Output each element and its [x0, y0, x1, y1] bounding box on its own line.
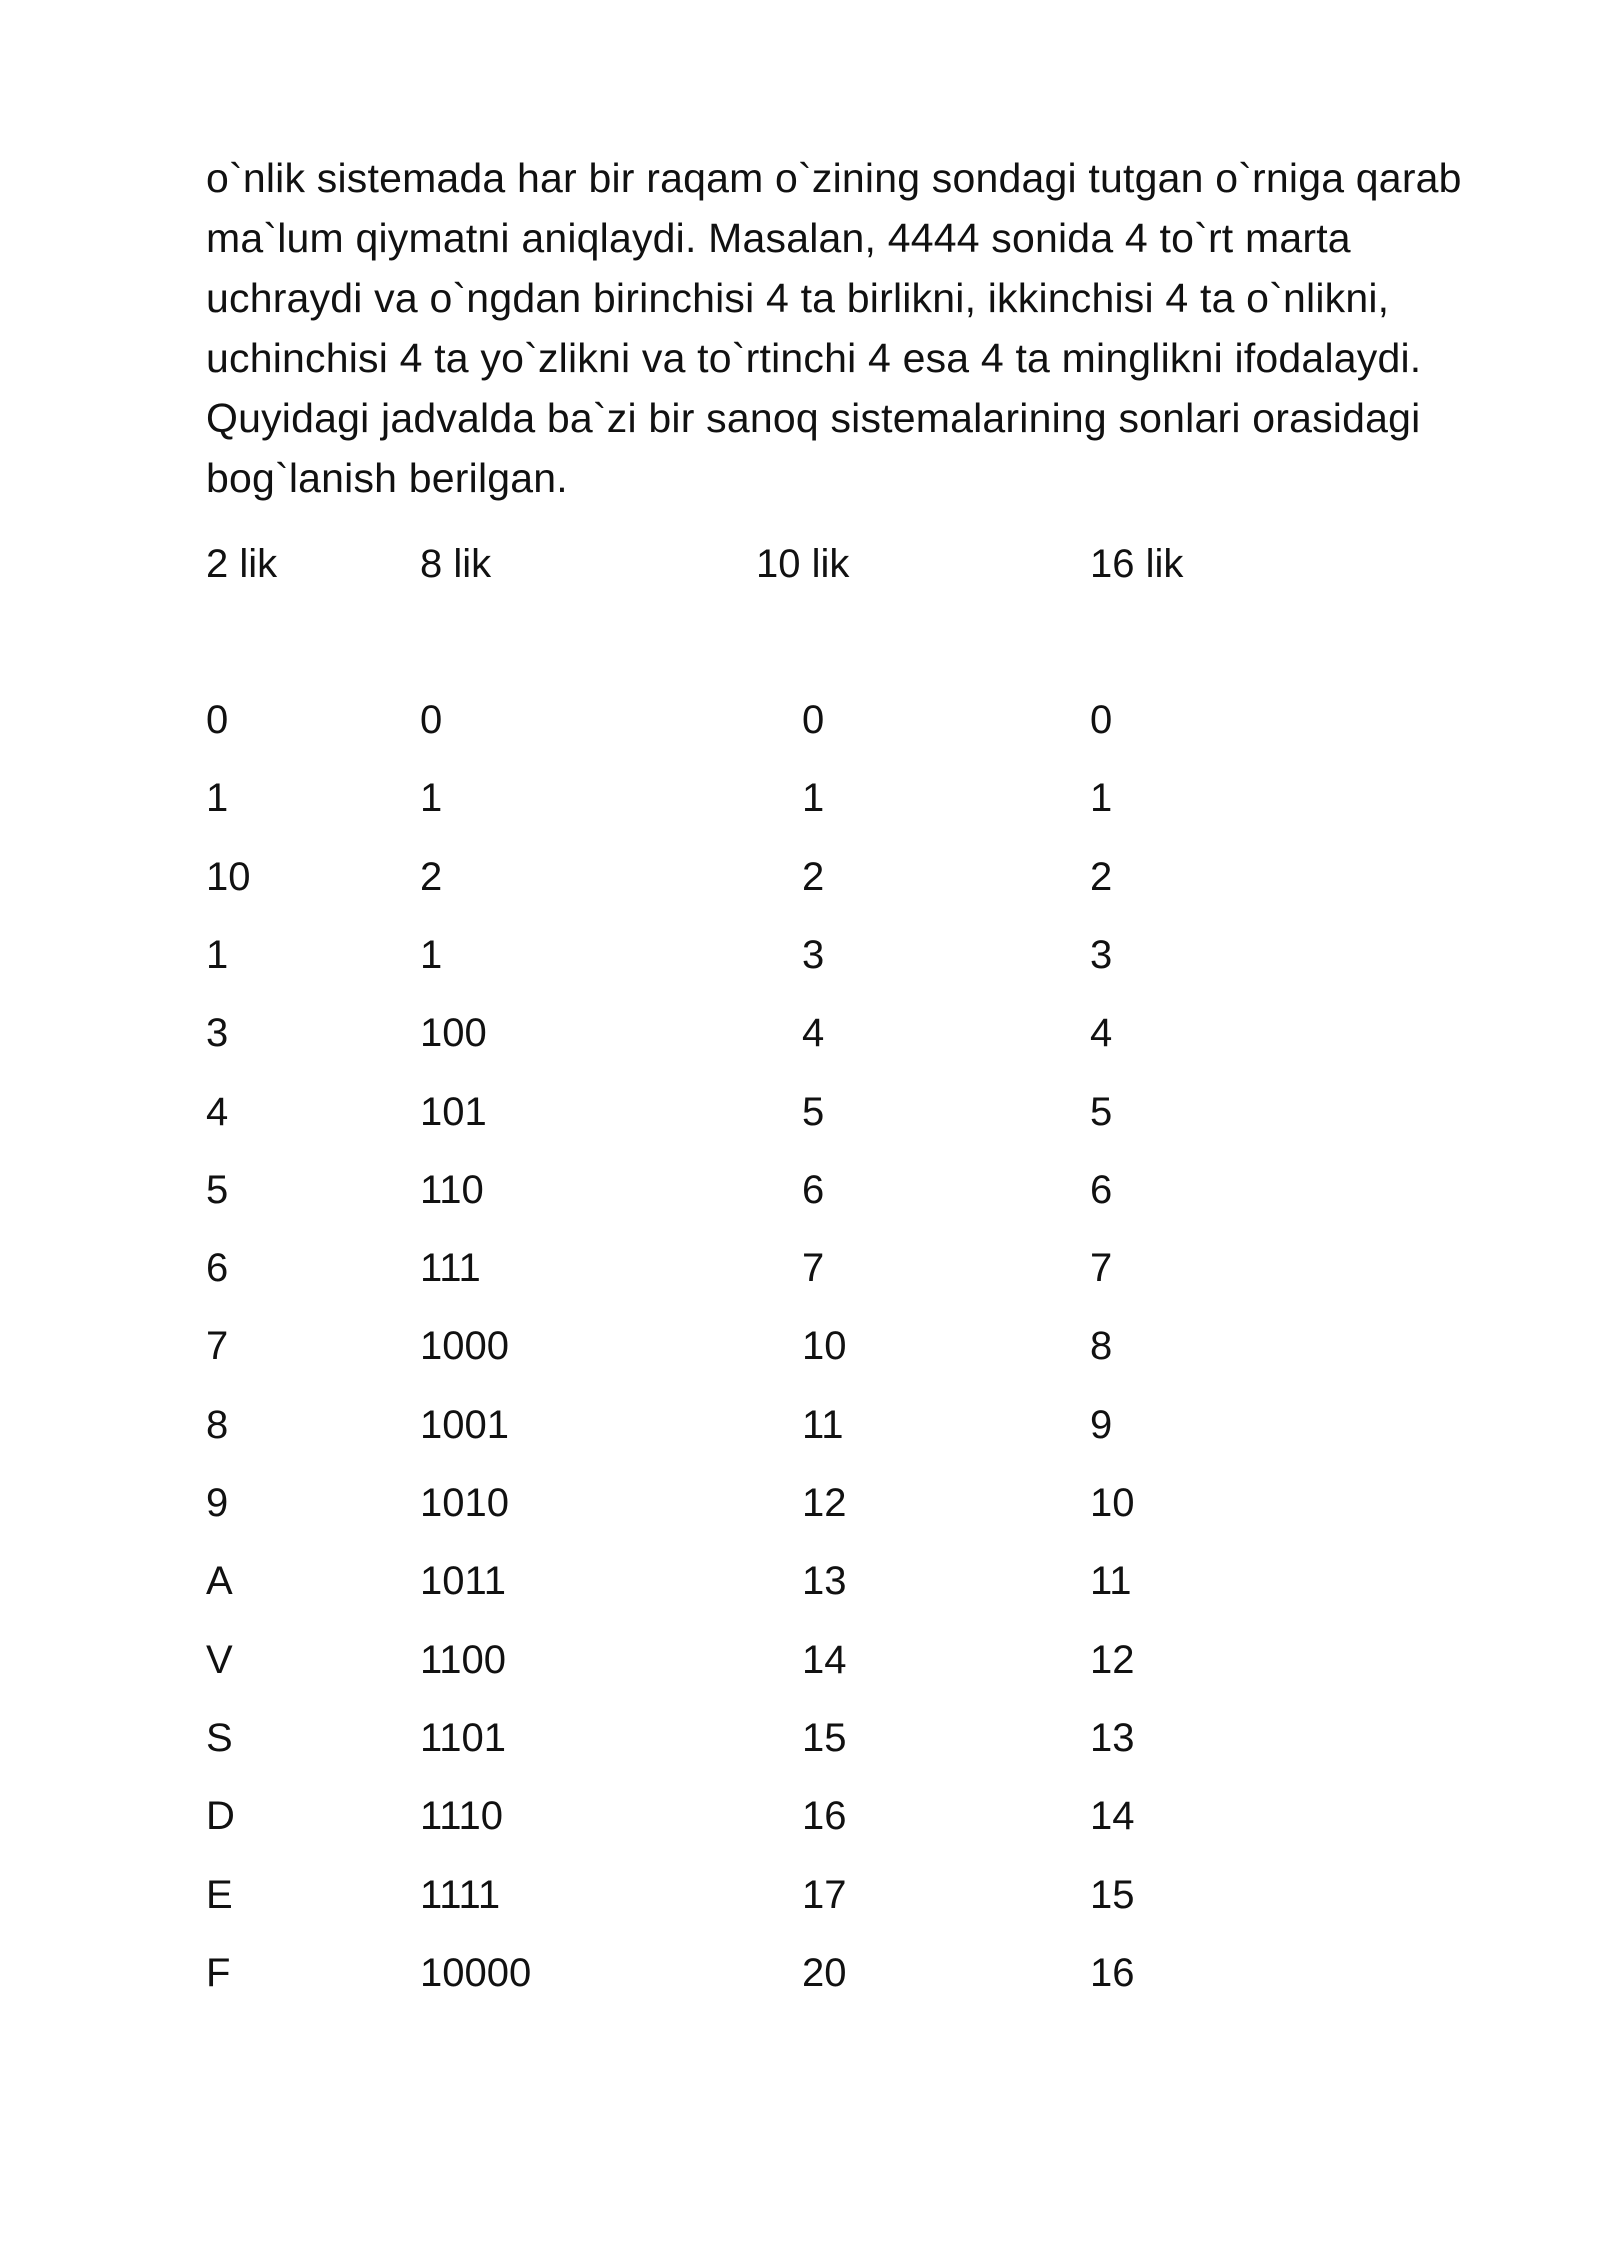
table-row: [0, 847, 1600, 907]
table-row: [0, 1708, 1600, 1768]
paragraph-line: ma`lum qiymatni aniqlaydi. Masalan, 4444 sonida 4 to`rt marta: [206, 215, 1351, 261]
cell-decimal: 0: [802, 698, 825, 742]
cell-octal: 2: [420, 855, 443, 899]
cell-octal: 1010: [420, 1481, 509, 1525]
cell-decimal: 11: [802, 1403, 844, 1447]
cell-octal: 1000: [420, 1324, 509, 1368]
header-hexadecimal: 16 lik: [1090, 542, 1184, 586]
cell-binary: 6: [206, 1246, 229, 1290]
table-row: [0, 1160, 1600, 1220]
cell-binary: 4: [206, 1090, 229, 1134]
intro-paragraph: [206, 148, 1506, 508]
cell-decimal: 6: [802, 1168, 825, 1212]
cell-hexadecimal: 5: [1090, 1090, 1113, 1134]
cell-octal: 1100: [420, 1638, 507, 1682]
table-row: [0, 1630, 1600, 1690]
table-row: [0, 1786, 1600, 1846]
cell-hexadecimal: 0: [1090, 698, 1113, 742]
cell-hexadecimal: 10: [1090, 1481, 1135, 1525]
table-row: [0, 1943, 1600, 2003]
cell-hexadecimal: 14: [1090, 1794, 1135, 1838]
cell-octal: 10000: [420, 1951, 532, 1995]
cell-binary: 1: [206, 776, 229, 820]
cell-hexadecimal: 16: [1090, 1951, 1135, 1995]
table-header-row: [0, 534, 1600, 594]
table-row: [0, 1003, 1600, 1063]
cell-binary: 5: [206, 1168, 229, 1212]
cell-hexadecimal: 7: [1090, 1246, 1113, 1290]
header-binary: 2 lik: [206, 542, 278, 586]
table-row: [0, 1395, 1600, 1455]
cell-hexadecimal: 9: [1090, 1403, 1113, 1447]
table-row: [0, 1238, 1600, 1298]
paragraph-line: uchraydi va o`ngdan birinchisi 4 ta birlikni, ikkinchisi 4 ta o`nlikni,: [206, 275, 1390, 321]
table-row: [0, 1082, 1600, 1142]
cell-decimal: 20: [802, 1951, 847, 1995]
cell-hexadecimal: 1: [1090, 776, 1113, 820]
cell-decimal: 13: [802, 1559, 847, 1603]
cell-hexadecimal: 3: [1090, 933, 1113, 977]
cell-octal: 0: [420, 698, 443, 742]
cell-binary: A: [206, 1559, 233, 1603]
cell-hexadecimal: 15: [1090, 1873, 1135, 1917]
cell-binary: 3: [206, 1011, 229, 1055]
cell-octal: 111: [420, 1246, 481, 1290]
cell-hexadecimal: 12: [1090, 1638, 1135, 1682]
cell-binary: D: [206, 1794, 235, 1838]
cell-decimal: 16: [802, 1794, 847, 1838]
cell-hexadecimal: 13: [1090, 1716, 1135, 1760]
cell-binary: 0: [206, 698, 229, 742]
cell-octal: 1: [420, 776, 443, 820]
cell-binary: S: [206, 1716, 233, 1760]
cell-binary: 10: [206, 855, 251, 899]
cell-hexadecimal: 2: [1090, 855, 1113, 899]
cell-binary: 8: [206, 1403, 229, 1447]
cell-binary: E: [206, 1873, 233, 1917]
cell-octal: 1001: [420, 1403, 509, 1447]
cell-binary: F: [206, 1951, 231, 1995]
cell-decimal: 4: [802, 1011, 825, 1055]
cell-octal: 1101: [420, 1716, 507, 1760]
header-octal: 8 lik: [420, 542, 492, 586]
paragraph-line: o`nlik sistemada har bir raqam o`zining sondagi tutgan o`rniga qarab: [206, 155, 1462, 201]
cell-hexadecimal: 8: [1090, 1324, 1113, 1368]
cell-octal: 1: [420, 933, 443, 977]
cell-decimal: 15: [802, 1716, 847, 1760]
cell-binary: V: [206, 1638, 233, 1682]
table-row: [0, 925, 1600, 985]
table-row: [0, 1316, 1600, 1376]
header-decimal: 10 lik: [756, 542, 850, 586]
cell-octal: 1110: [420, 1794, 504, 1838]
cell-octal: 1011: [420, 1559, 507, 1603]
cell-octal: 101: [420, 1090, 487, 1134]
table-row: [0, 768, 1600, 828]
cell-decimal: 17: [802, 1873, 847, 1917]
cell-decimal: 2: [802, 855, 825, 899]
cell-decimal: 3: [802, 933, 825, 977]
table-row: [0, 1865, 1600, 1925]
cell-decimal: 1: [802, 776, 825, 820]
cell-binary: 1: [206, 933, 229, 977]
cell-hexadecimal: 6: [1090, 1168, 1113, 1212]
cell-hexadecimal: 11: [1090, 1559, 1132, 1603]
table-row: [0, 1473, 1600, 1533]
cell-decimal: 10: [802, 1324, 847, 1368]
paragraph-line: uchinchisi 4 ta yo`zlikni va to`rtinchi 4 esa 4 ta minglikni ifodalaydi.: [206, 335, 1422, 381]
cell-decimal: 12: [802, 1481, 847, 1525]
paragraph-line: Quyidagi jadvalda ba`zi bir sanoq sistemalarining sonlari orasidagi: [206, 395, 1421, 441]
cell-binary: 9: [206, 1481, 229, 1525]
cell-octal: 1111: [420, 1873, 501, 1917]
cell-octal: 100: [420, 1011, 487, 1055]
cell-decimal: 7: [802, 1246, 825, 1290]
table-row: [0, 1551, 1600, 1611]
cell-octal: 110: [420, 1168, 484, 1212]
paragraph-line: bog`lanish berilgan.: [206, 455, 568, 501]
cell-hexadecimal: 4: [1090, 1011, 1113, 1055]
cell-decimal: 5: [802, 1090, 825, 1134]
cell-binary: 7: [206, 1324, 229, 1368]
table-row: [0, 690, 1600, 750]
cell-decimal: 14: [802, 1638, 847, 1682]
